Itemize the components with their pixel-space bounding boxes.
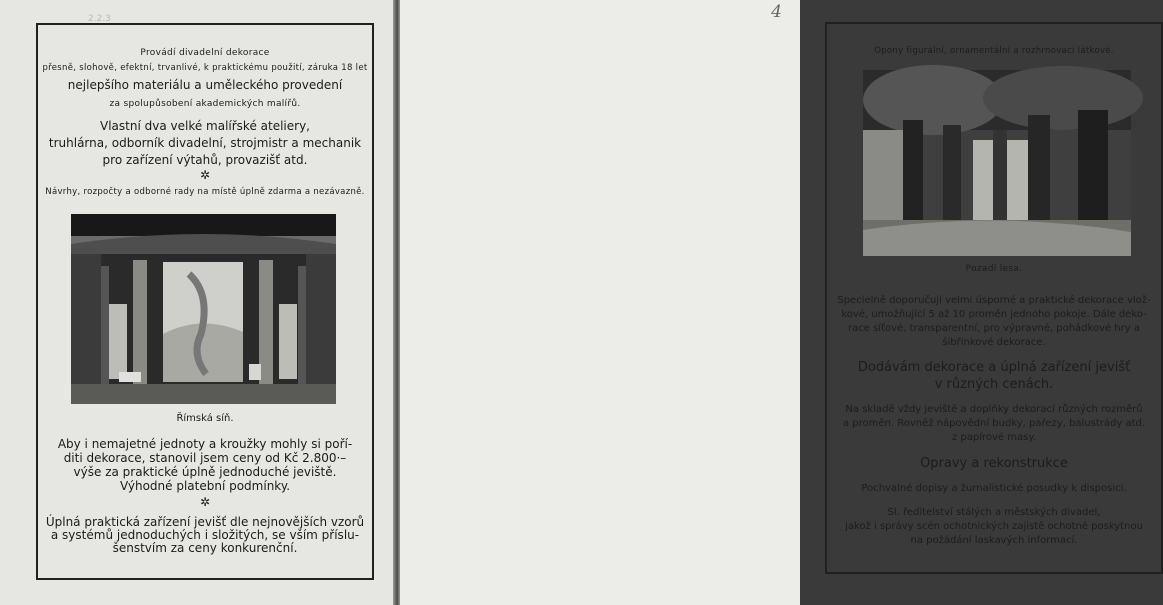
right-para1-line-3: race síťové, transparentní, pro výpravné, pohádkové hry a [848, 323, 1140, 334]
right-para2-line-2: v různých cenách. [934, 377, 1054, 392]
right-para1-line-1: Specielně doporučuji velmi úsporné a praktické dekorace vlož- [837, 295, 1151, 306]
left-page [0, 0, 396, 605]
roman-hall-photo [71, 214, 336, 404]
left-para1-line-3: výše za praktické úplně jednoduché jeviště. [73, 465, 337, 479]
right-text-frame [825, 22, 1163, 574]
left-para1-line-1: Aby i nemajetné jednoty a kroužky mohly si poří- [57, 437, 353, 451]
star-ornament-icon: ✲ [199, 495, 211, 509]
right-para6-line-3: na požádání laskavých informací. [910, 535, 1078, 546]
left-para2-line-1: Úplná praktická zařízení jevišť dle nejnovějších vzorů [45, 515, 365, 529]
left-para2-line-3: šenstvím za ceny konkurenční. [112, 541, 298, 555]
left-line-7: Návrhy, rozpočty a odborné rady na místě úplně zdarma a nezávazně. [45, 187, 365, 197]
left-header: Provádí divadelní dekorace [140, 48, 270, 58]
left-para2-line-2: a systémů jednoduchých i složitých, se vším příslu- [50, 528, 360, 542]
right-para1-line-2: kové, umožňující 5 až 10 proměn jednoho pokoje. Dále deko- [841, 309, 1147, 320]
right-photo-caption: Pozadí lesa. [965, 264, 1023, 274]
right-para5: Pochvalné dopisy a žurnalistické posudky k disposici. [861, 483, 1127, 494]
right-page [400, 0, 1151, 605]
star-ornament-icon: ✲ [199, 168, 211, 182]
right-para4: Opravy a rekonstrukce [920, 456, 1068, 471]
forest-image [863, 70, 1131, 256]
left-line-5: truhlárna, odborník divadelní, strojmistr a mechanik [48, 136, 362, 150]
left-line-4: Vlastní dva velké malířské ateliery, [100, 119, 310, 133]
right-para6-line-1: Sl. ředitelství stálých a městských divadel, [887, 507, 1101, 518]
right-para3-line-3: z papírové masy. [951, 432, 1037, 443]
right-para3-line-2: a proměn. Rovněž nápovědní budky, pařezy, balustrády atd. [842, 418, 1146, 429]
left-para1-line-2: diti dekorace, stanovil jsem ceny od Kč 2.800·– [63, 451, 347, 465]
roman-hall-image [71, 214, 336, 404]
right-para3-line-1: Na skladě vždy jeviště a doplňky dekorací různých rozměrů [845, 404, 1143, 415]
left-line-1: přesně, slohově, efektní, trvanlivé, k praktickému použití, záruka 18 let [42, 63, 368, 73]
right-para2-line-1: Dodávám dekorace a úplná zařízení jevišť [857, 360, 1131, 375]
forest-backdrop-photo [863, 70, 1131, 256]
right-header: Opony figurální, ornamentální a rozhrnovací látkové. [874, 46, 1114, 56]
left-photo-caption: Římská síň. [176, 413, 234, 424]
pencil-note: 2.2.3 [88, 14, 111, 24]
left-line-3: za spolupůsobení akademických malířů. [109, 99, 301, 109]
page-number: 4 [771, 2, 782, 22]
left-line-2: nejlepšího materiálu a uměleckého provedení [67, 78, 343, 92]
right-para6-line-2: jakož i správy scén ochotnických zajistě ochotně poskytnou [845, 521, 1143, 532]
right-para1-line-4: šibřinkové dekorace. [942, 337, 1046, 348]
left-para1-line-4: Výhodné platební podmínky. [119, 479, 291, 493]
left-line-6: pro zařízení výtahů, provazišť atd. [102, 153, 308, 167]
left-text-frame [36, 23, 374, 580]
